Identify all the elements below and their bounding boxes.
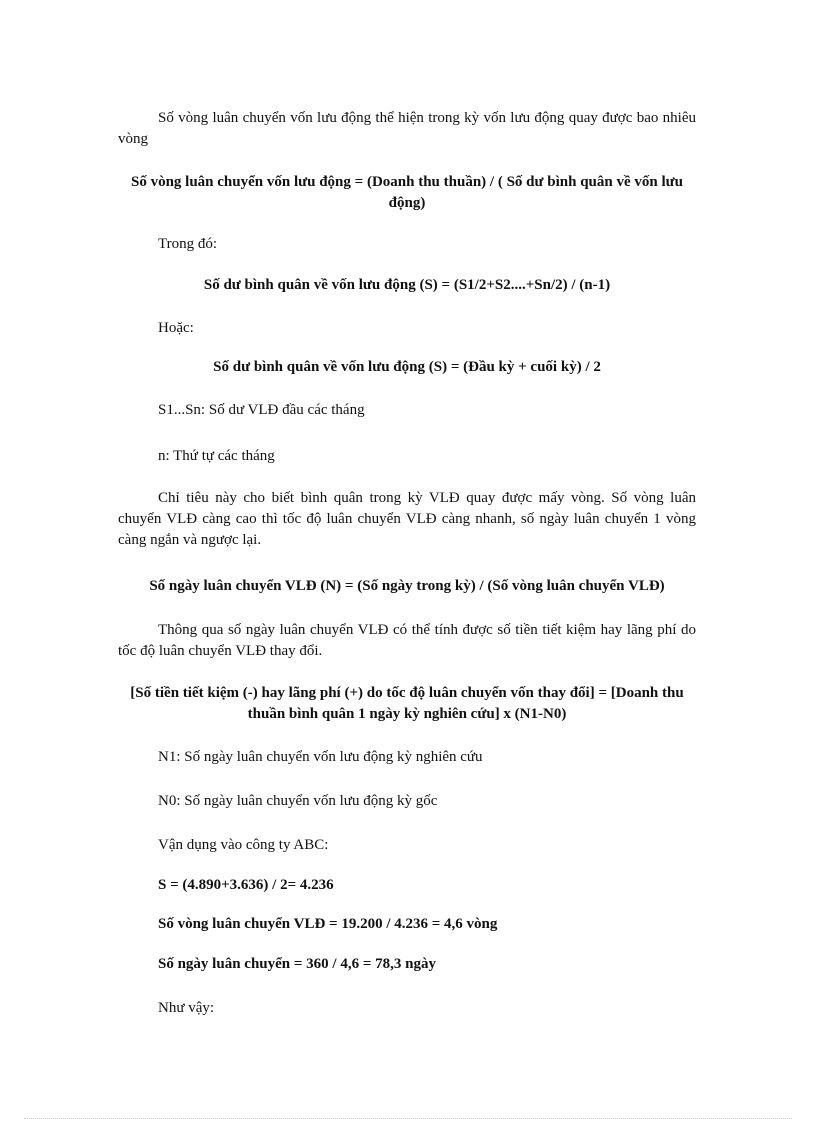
formula-savings: [Số tiền tiết kiệm (-) hay lãng phí (+) do tốc độ luân chuyển vốn thay đổi] = [Doanh thu thuần bình quân 1 ngày kỳ nghiên cứu] x (N1-N0) [130,685,684,722]
formula-turnover: Số vòng luân chuyển vốn lưu động = (Doanh thu thuần) / ( Số dư bình quân về vốn lưu động) [130,174,683,211]
paragraph-thus: Như vậy: [158,1000,215,1016]
paragraph-savings: Thông qua số ngày luân chuyển VLĐ có thể tính được số tiền tiết kiệm hay lãng phí do tốc độ luân chuyển VLĐ thay đổi. [118,622,696,659]
calc-turnover: Số vòng luân chuyển VLĐ = 19.200 / 4.236 = 4,6 vòng [158,916,498,932]
calc-days: Số ngày luân chuyển = 360 / 4,6 = 78,3 ngày [158,956,436,972]
paragraph-or: Hoặc: [158,320,194,336]
paragraph-intro: Số vòng luân chuyển vốn lưu động thể hiện trong kỳ vốn lưu động quay được bao nhiêu vòng [118,110,696,147]
formula-days: Số ngày luân chuyển VLĐ (N) = (Số ngày trong kỳ) / (Số vòng luân chuyển VLĐ) [149,578,665,594]
paragraph-where: Trong đó: [158,236,218,252]
paragraph-apply: Vận dụng vào công ty ABC: [158,837,329,853]
formula-average-balance: Số dư bình quân về vốn lưu động (S) = (S1/2+S2....+Sn/2) / (n-1) [203,277,611,293]
page-bottom-rule [24,1118,792,1119]
paragraph-n1: N1: Số ngày luân chuyển vốn lưu động kỳ nghiên cứu [158,749,483,765]
paragraph-indicator: Chỉ tiêu này cho biết bình quân trong kỳ VLĐ quay được mấy vòng. Số vòng luân chuyển VLĐ càng cao thì tốc độ luân chuyển VLĐ càng nhanh, số ngày luân chuyển 1 vòng càng ngắn và ngược lại. [118,490,696,548]
paragraph-n-definition: n: Thứ tự các tháng [158,448,275,464]
paragraph-n0: N0: Số ngày luân chuyển vốn lưu động kỳ gốc [158,793,438,809]
paragraph-s-definition: S1...Sn: Số dư VLĐ đầu các tháng [158,402,365,418]
calc-average-balance: S = (4.890+3.636) / 2= 4.236 [158,877,334,893]
formula-average-balance-alt: Số dư bình quân về vốn lưu động (S) = (Đầu kỳ + cuối kỳ) / 2 [213,359,601,375]
